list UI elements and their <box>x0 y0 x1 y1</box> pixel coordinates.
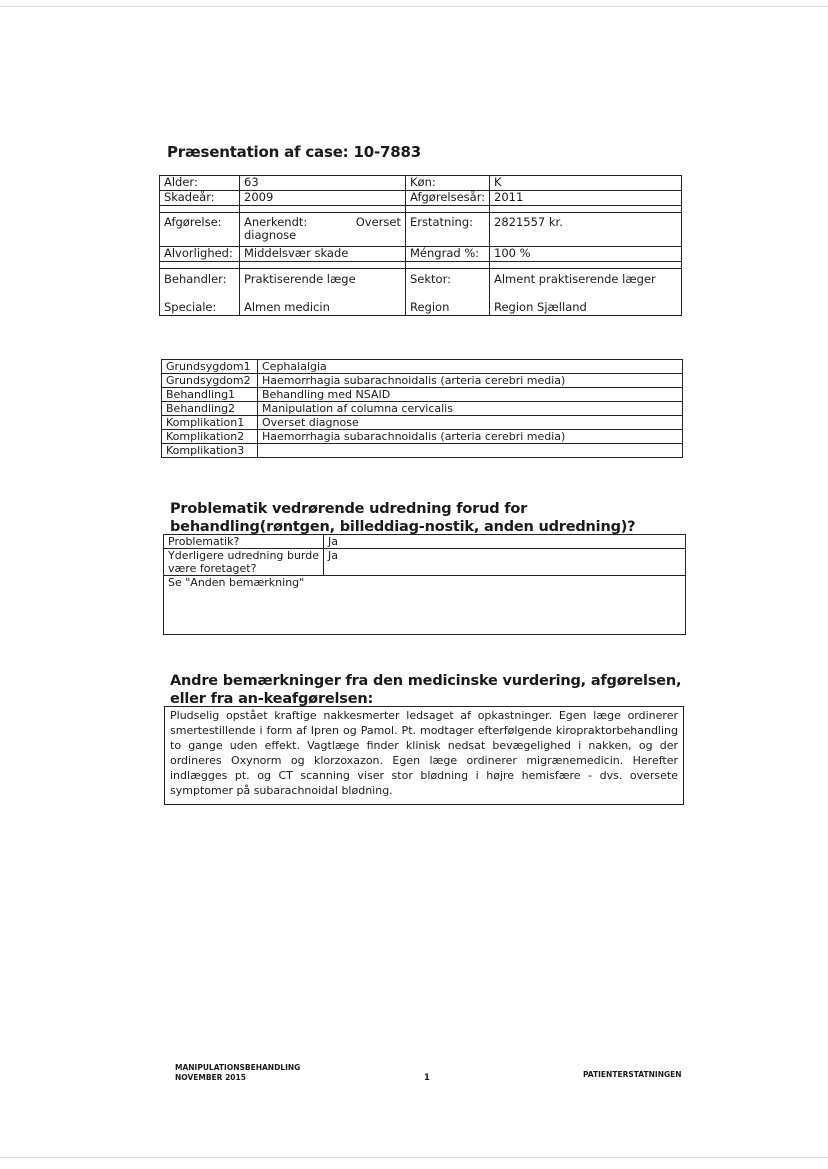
remarks-text: Pludselig opstået kraftige nakkesmerter ledsaget af opkastninger. Egen læge ordinerer smertestillende i form af Ipren og Pamol. Pt. modtager efterfølgende kiropraktorbehandling to gange uden effekt. Vagtlæge finder klinisk nedsat bevægelighed i nakken, og der ordineres Oxynorm og klorzoxazon. Egen læge ordinerer migrænemedicin. Herefter indlægges pt. og CT scanning viser stor blødning i højre hemisfære - dvs. oversete symptomer på subarachnoidal blødning. <box>164 706 684 805</box>
treatment-value: Manipulation af columna cervicalis <box>258 402 683 416</box>
problem-note: Se "Anden bemærkning" <box>164 576 686 635</box>
decision-value <box>240 213 406 247</box>
table-row-spacer <box>160 206 682 213</box>
table-row <box>162 388 683 402</box>
severity-value: Middelsvær skade <box>240 247 406 262</box>
degree-value: 100 % <box>490 247 682 262</box>
age-label: Alder: <box>160 176 240 191</box>
remarks-heading: Andre bemærkninger fra den medicinske vurdering, afgørelsen, eller fra an-keafgørelsen: <box>170 673 682 707</box>
diagnosis-table <box>161 359 683 458</box>
footer-title: MANIPULATIONSBEHANDLING <box>175 1063 301 1072</box>
complication-label: Komplikation2 <box>162 430 258 444</box>
table-row <box>162 402 683 416</box>
age-value: 63 <box>240 176 406 191</box>
table-row-spacer <box>160 262 682 269</box>
footer-right: PATIENTERSTATNINGEN <box>583 1070 682 1079</box>
treatment-label: Behandling2 <box>162 402 258 416</box>
decision-year-label: Afgørelsesår: <box>406 191 490 206</box>
injury-year-value: 2009 <box>240 191 406 206</box>
sex-label: Køn: <box>406 176 490 191</box>
diagnosis-label: Grundsygdom2 <box>162 374 258 388</box>
injury-year-label: Skadeår: <box>160 191 240 206</box>
complication-value <box>258 444 683 458</box>
complication-value: Overset diagnose <box>258 416 683 430</box>
treater-label: Behandler: <box>164 272 227 286</box>
footer-left <box>175 1063 300 1083</box>
table-row <box>162 360 683 374</box>
table-row <box>162 430 683 444</box>
decision-year-value: 2011 <box>490 191 682 206</box>
decision-reason-rest: diagnose <box>244 228 297 242</box>
treatment-label: Behandling1 <box>162 388 258 402</box>
problem-answer: Ja <box>324 535 686 549</box>
problem-question: Problematik? <box>164 535 324 549</box>
footer-date: NOVEMBER 2015 <box>175 1073 246 1082</box>
compensation-value: 2821557 kr. <box>490 213 682 247</box>
table-row <box>160 176 682 191</box>
diagnosis-value: Cephalalgia <box>258 360 683 374</box>
severity-label: Alvorlighed: <box>160 247 240 262</box>
specialty-value: Almen medicin <box>244 300 330 314</box>
problem-heading: Problematik vedrørende udredning forud for behandling(røntgen, billeddiag-nostik, anden udredning)? <box>170 501 636 535</box>
further-investigation-question: Yderligere udredning burde være foretaget? <box>164 549 324 576</box>
scan-bottom-edge <box>0 1157 828 1158</box>
region-label: Region <box>410 300 450 314</box>
table-row <box>160 191 682 206</box>
decision-reason-first: Overset <box>355 215 401 229</box>
treatment-value: Behandling med NSAID <box>258 388 683 402</box>
decision-label: Afgørelse: <box>160 213 240 247</box>
table-row <box>162 416 683 430</box>
treater-value: Praktiserende læge <box>244 272 356 286</box>
decision-status: Anerkendt: <box>244 215 308 229</box>
further-investigation-answer: Ja <box>324 549 686 576</box>
specialty-label: Speciale: <box>164 300 217 314</box>
table-row <box>162 444 683 458</box>
table-row <box>160 213 682 247</box>
diagnosis-value: Haemorrhagia subarachnoidalis (arteria cerebri media) <box>258 374 683 388</box>
problem-table <box>163 534 686 635</box>
sector-value: Alment praktiserende læger <box>494 272 656 286</box>
scan-top-edge <box>0 6 828 7</box>
compensation-label: Erstatning: <box>406 213 490 247</box>
table-row <box>160 247 682 262</box>
complication-value: Haemorrhagia subarachnoidalis (arteria cerebri media) <box>258 430 683 444</box>
table-row <box>164 576 686 635</box>
table-row <box>164 535 686 549</box>
table-row <box>160 269 682 316</box>
region-value: Region Sjælland <box>494 300 587 314</box>
complication-label: Komplikation3 <box>162 444 258 458</box>
page-number: 1 <box>424 1073 430 1083</box>
degree-label: Méngrad %: <box>406 247 490 262</box>
table-row <box>162 374 683 388</box>
complication-label: Komplikation1 <box>162 416 258 430</box>
case-summary-table <box>159 175 682 316</box>
sex-value: K <box>490 176 682 191</box>
table-row <box>164 549 686 576</box>
page-title: Præsentation af case: 10-7883 <box>167 143 421 161</box>
diagnosis-label: Grundsygdom1 <box>162 360 258 374</box>
sector-label: Sektor: <box>410 272 451 286</box>
